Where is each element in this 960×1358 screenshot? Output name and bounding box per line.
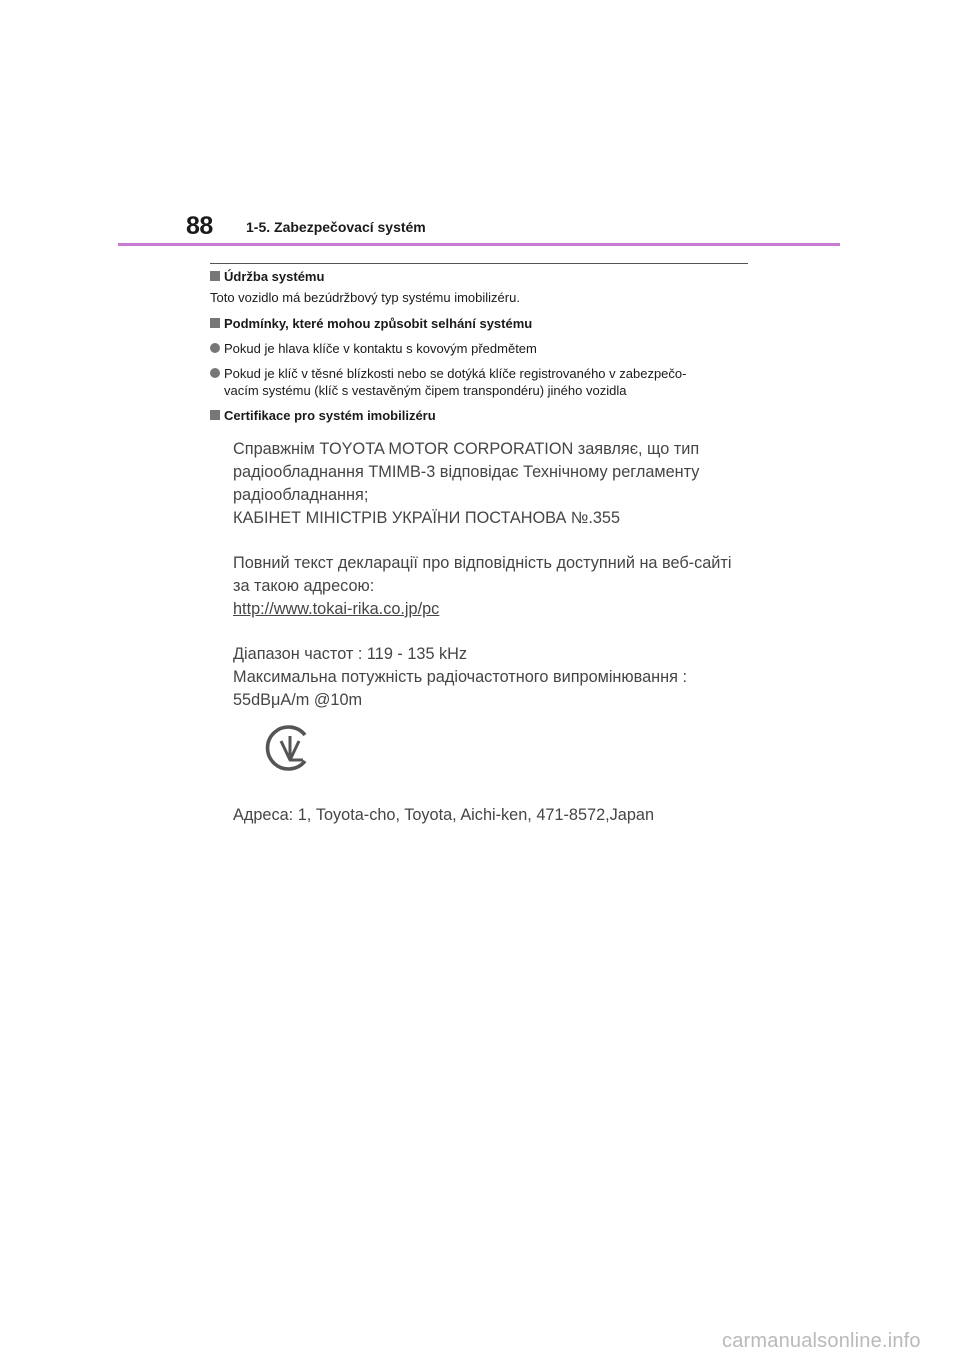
- certificate-line: Повний текст декларації про відповідність доступний на веб-сайті: [233, 554, 732, 572]
- failure-conditions-heading-text: Podmínky, které mohou způsobit selhání systému: [224, 316, 533, 331]
- watermark: carmanualsonline.info: [722, 1330, 921, 1352]
- certificate-line: Максимальна потужність радіочастотного випромінювання :: [233, 668, 688, 686]
- ukrainian-conformity-mark-icon: [263, 723, 313, 773]
- square-bullet-icon: [210, 410, 220, 420]
- round-bullet-icon: [210, 343, 220, 353]
- certificate-line: радіообладнання;: [233, 486, 369, 504]
- certificate-line: Діапазон частот : 119 - 135 kHz: [233, 645, 468, 663]
- maintenance-text: Toto vozidlo má bezúdržbový typ systému imobilizéru.: [210, 290, 520, 305]
- certificate-line: радіообладнання TMIMB-3 відповідає Технічному регламенту: [233, 463, 700, 481]
- page-number: 88: [186, 212, 213, 240]
- header-rule: [118, 243, 840, 246]
- certificate-line: Справжнім TOYOTA MOTOR CORPORATION заявляє, що тип: [233, 440, 700, 458]
- declaration-link[interactable]: http://www.tokai-rika.co.jp/pc: [233, 600, 440, 618]
- list-item-text: Pokud je hlava klíče v kontaktu s kovovým předmětem: [224, 341, 537, 356]
- maintenance-heading-text: Údržba systému: [224, 269, 325, 284]
- list-item-text: Pokud je klíč v těsné blízkosti nebo se dotýká klíče registrovaného v zabezpečo-: [224, 366, 687, 381]
- failure-conditions-heading: [210, 315, 750, 332]
- content-body: [210, 268, 750, 424]
- section-title: 1-5. Zabezpečovací systém: [246, 219, 426, 235]
- certification-heading: [210, 407, 750, 424]
- certificate-line: КАБІНЕТ МІНІСТРІВ УКРАЇНИ ПОСТАНОВА №.355: [233, 509, 621, 527]
- certificate-line: за такою адресою:: [233, 577, 375, 595]
- round-bullet-icon: [210, 368, 220, 378]
- certificate-line: 55dBμA/m @10m: [233, 691, 363, 709]
- content-divider: [210, 263, 748, 264]
- maintenance-heading: [210, 268, 750, 285]
- square-bullet-icon: [210, 271, 220, 281]
- list-item-text-continued: vacím systému (klíč s vestavěným čipem transpondéru) jiného vozidla: [224, 383, 627, 398]
- address: Адреса: 1, Toyota-cho, Toyota, Aichi-ken, 471-8572,Japan: [233, 806, 655, 824]
- list-item: [210, 340, 750, 357]
- certification-heading-text: Certifikace pro systém imobilizéru: [224, 408, 436, 423]
- list-item: [210, 365, 750, 399]
- certificate-block: [233, 438, 753, 712]
- declaration-link-line: [233, 598, 753, 621]
- square-bullet-icon: [210, 318, 220, 328]
